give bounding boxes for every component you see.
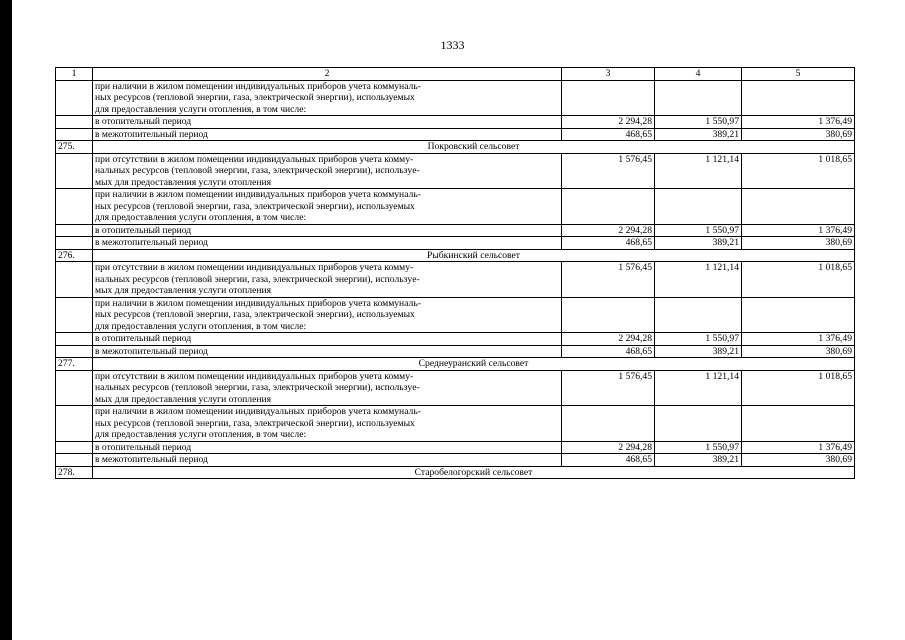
page-number: 1333: [440, 38, 465, 52]
value-col-3: [562, 189, 655, 225]
value-col-5: [742, 406, 855, 442]
description-line: при наличии в жилом помещении индивидуальных приборов учета коммуналь-: [95, 406, 421, 417]
row-number: [56, 153, 93, 189]
row-description: [93, 297, 562, 333]
value-col-5: 380,69: [742, 454, 855, 467]
scan-edge-bar: [0, 0, 12, 640]
value-col-4: 1 550,97: [655, 333, 742, 346]
description-line: в отопительный период: [95, 441, 192, 453]
table-row: [56, 224, 855, 237]
section-title: Среднеуранский сельсовет: [93, 358, 855, 371]
value-col-4: 389,21: [655, 128, 742, 141]
row-number: [56, 80, 93, 116]
description-line: при наличии в жилом помещении индивидуальных приборов учета коммуналь-: [95, 189, 421, 200]
value-col-5: 1 376,49: [742, 116, 855, 129]
row-number: [56, 189, 93, 225]
table-row: [56, 345, 855, 358]
description-line: ных ресурсов (тепловой энергии, газа, электрической энергии), используемых: [95, 309, 415, 320]
description-line: мых для предоставления услуги отопления: [95, 176, 272, 188]
value-col-3: 2 294,28: [562, 441, 655, 454]
table-row: [56, 128, 855, 141]
row-number: [56, 237, 93, 250]
table-row: [56, 406, 855, 442]
row-number: [56, 333, 93, 346]
description-line: в межотопительный период: [95, 454, 208, 465]
description-line: ных ресурсов (тепловой энергии, газа, электрической энергии), используемых: [95, 200, 415, 212]
value-col-5: 1 018,65: [742, 153, 855, 189]
table-header-row: [56, 68, 855, 81]
value-col-4: 1 121,14: [655, 262, 742, 298]
header-col-2: 2: [93, 68, 562, 81]
table-row: [56, 333, 855, 346]
value-col-4: 1 550,97: [655, 116, 742, 129]
row-description: [93, 237, 562, 250]
value-col-5: [742, 80, 855, 116]
value-col-4: 1 121,14: [655, 370, 742, 406]
value-col-5: 380,69: [742, 237, 855, 250]
section-title: Покровский сельсовет: [93, 141, 855, 154]
value-col-4: 389,21: [655, 237, 742, 250]
value-col-5: [742, 189, 855, 225]
header-col-5: 5: [742, 68, 855, 81]
description-line: при наличии в жилом помещении индивидуальных приборов учета коммуналь-: [95, 80, 421, 92]
value-col-4: [655, 297, 742, 333]
description-line: мых для предоставления услуги отопления: [95, 393, 272, 405]
description-line: нальных ресурсов (тепловой энергии, газа, электрической энергии), использye-: [95, 165, 420, 176]
row-description: [93, 153, 562, 189]
row-number: [56, 128, 93, 141]
row-description: [93, 262, 562, 298]
description-line: для предоставления услуги отопления, в том числе:: [95, 320, 307, 332]
table-row: [56, 297, 855, 333]
value-col-3: 468,65: [562, 128, 655, 141]
row-number: [56, 262, 93, 298]
value-col-5: 1 018,65: [742, 370, 855, 406]
value-col-3: 1 576,45: [562, 370, 655, 406]
table-row: [56, 370, 855, 406]
description-line: для предоставления услуги отопления, в том числе:: [95, 429, 307, 440]
value-col-5: 380,69: [742, 128, 855, 141]
header-col-1: 1: [56, 68, 93, 81]
description-line: при отсутствии в жилом помещении индивидуальных приборов учета комму-: [95, 262, 414, 273]
value-col-3: 468,65: [562, 237, 655, 250]
description-line: ных ресурсов (тепловой энергии, газа, электрической энергии), используемых: [95, 417, 415, 429]
table-row: [56, 80, 855, 116]
row-number: [56, 370, 93, 406]
value-col-3: 2 294,28: [562, 224, 655, 237]
value-col-3: 468,65: [562, 345, 655, 358]
description-line: мых для предоставления услуги отопления: [95, 285, 272, 296]
value-col-5: [742, 297, 855, 333]
section-title: Рыбкинский сельсовет: [93, 249, 855, 262]
row-number: 276.: [56, 249, 93, 262]
description-line: нальных ресурсов (тепловой энергии, газа, электрической энергии), использye-: [95, 273, 420, 285]
value-col-4: [655, 406, 742, 442]
value-col-3: [562, 406, 655, 442]
table-body: [56, 68, 855, 479]
row-description: [93, 80, 562, 116]
value-col-3: 2 294,28: [562, 116, 655, 129]
value-col-3: 1 576,45: [562, 262, 655, 298]
table-row: [56, 153, 855, 189]
section-title: Старобелогорский сельсовет: [93, 466, 855, 479]
row-description: [93, 345, 562, 358]
description-line: при наличии в жилом помещении индивидуальных приборов учета коммуналь-: [95, 297, 421, 309]
row-number: 277.: [56, 358, 93, 371]
row-description: [93, 189, 562, 225]
description-line: для предоставления услуги отопления, в том числе:: [95, 212, 307, 223]
value-col-4: 389,21: [655, 454, 742, 467]
row-description: [93, 116, 562, 129]
row-description: [93, 370, 562, 406]
section-row: [56, 466, 855, 479]
description-line: в межотопительный период: [95, 237, 208, 248]
description-line: в межотопительный период: [95, 128, 208, 140]
tariff-table: [55, 67, 855, 479]
row-description: [93, 406, 562, 442]
value-col-5: 380,69: [742, 345, 855, 358]
description-line: для предоставления услуги отопления, в том числе:: [95, 103, 307, 115]
row-description: [93, 128, 562, 141]
value-col-4: 1 550,97: [655, 224, 742, 237]
section-row: [56, 358, 855, 371]
description-line: нальных ресурсов (тепловой энергии, газа, электрической энергии), использye-: [95, 382, 420, 393]
header-col-3: 3: [562, 68, 655, 81]
table-row: [56, 116, 855, 129]
value-col-5: 1 018,65: [742, 262, 855, 298]
section-row: [56, 141, 855, 154]
row-number: 275.: [56, 141, 93, 154]
value-col-5: 1 376,49: [742, 224, 855, 237]
row-description: [93, 224, 562, 237]
row-description: [93, 441, 562, 454]
table-row: [56, 441, 855, 454]
row-number: [56, 224, 93, 237]
table-row: [56, 454, 855, 467]
header-col-4: 4: [655, 68, 742, 81]
value-col-5: 1 376,49: [742, 441, 855, 454]
value-col-3: [562, 297, 655, 333]
description-line: в отопительный период: [95, 224, 192, 236]
value-col-4: 1 121,14: [655, 153, 742, 189]
row-description: [93, 454, 562, 467]
description-line: в межотопительный период: [95, 345, 208, 357]
row-number: [56, 345, 93, 358]
value-col-3: 2 294,28: [562, 333, 655, 346]
description-line: ных ресурсов (тепловой энергии, газа, электрической энергии), используемых: [95, 92, 415, 103]
value-col-5: 1 376,49: [742, 333, 855, 346]
description-line: в отопительный период: [95, 116, 192, 127]
value-col-4: 1 550,97: [655, 441, 742, 454]
row-description: [93, 333, 562, 346]
row-number: [56, 116, 93, 129]
row-number: [56, 406, 93, 442]
table-row: [56, 262, 855, 298]
description-line: при отсутствии в жилом помещении индивидуальных приборов учета комму-: [95, 370, 414, 382]
description-line: при отсутствии в жилом помещении индивидуальных приборов учета комму-: [95, 153, 414, 165]
value-col-4: [655, 80, 742, 116]
table-row: [56, 189, 855, 225]
row-number: [56, 441, 93, 454]
section-row: [56, 249, 855, 262]
description-line: в отопительный период: [95, 333, 192, 344]
value-col-3: 468,65: [562, 454, 655, 467]
value-col-3: 1 576,45: [562, 153, 655, 189]
value-col-3: [562, 80, 655, 116]
table-row: [56, 237, 855, 250]
value-col-4: 389,21: [655, 345, 742, 358]
row-number: [56, 297, 93, 333]
row-number: 278.: [56, 466, 93, 479]
value-col-4: [655, 189, 742, 225]
row-number: [56, 454, 93, 467]
